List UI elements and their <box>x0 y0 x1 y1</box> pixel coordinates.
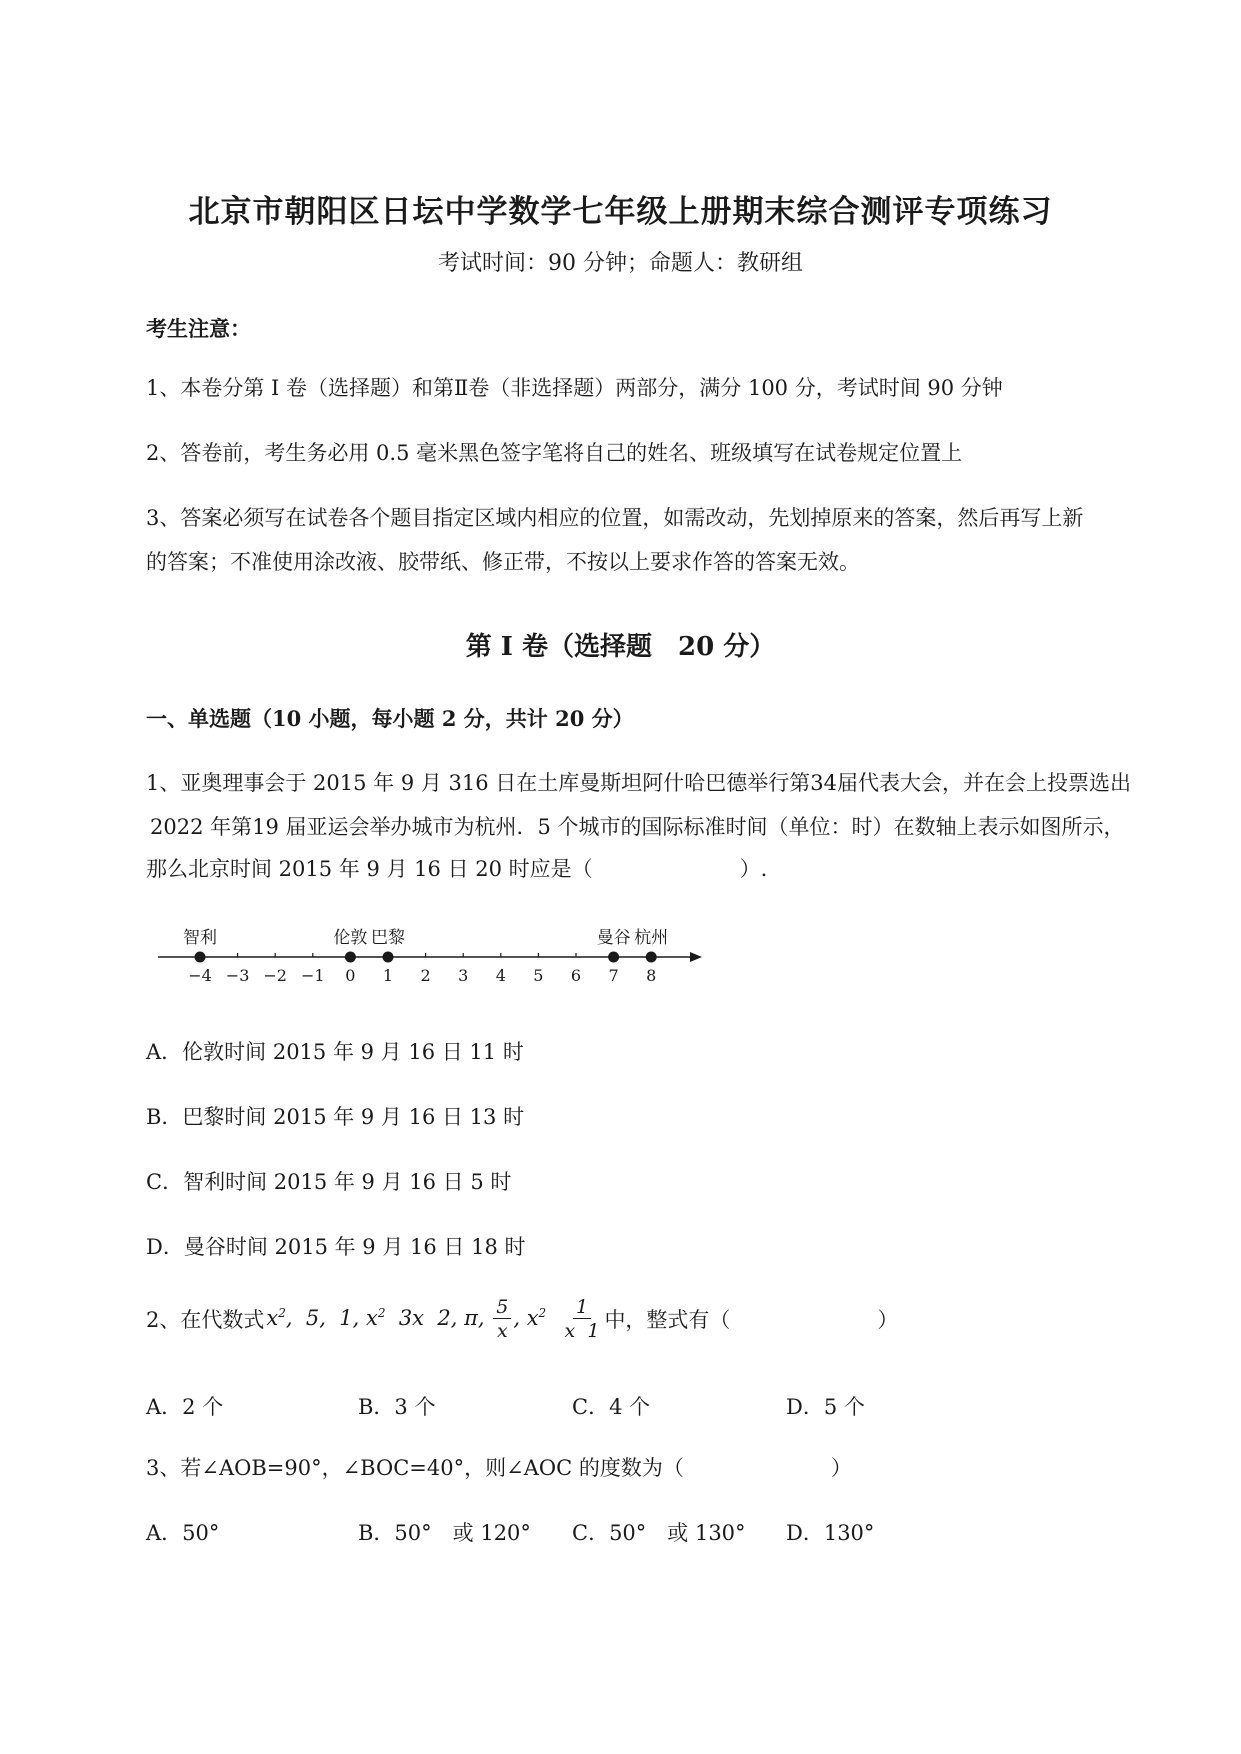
number-line-tick-label: −1 <box>301 966 325 985</box>
q1-option-b[interactable]: B．巴黎时间 2015 年 9 月 16 日 13 时 <box>146 1105 525 1129</box>
q1-line-2: 2022 年第19 届亚运会举办城市为杭州．5 个城市的国际标准时间（单位：时）在数轴上表示如图所示， <box>150 815 1125 839</box>
section-title: 第 I 卷（选择题 20 分） <box>465 632 776 662</box>
q3-stem: 3、若∠AOB=90°，∠BOC=40°，则∠AOC 的度数为（ ） <box>146 1456 852 1480</box>
q3-option-a[interactable]: A．50° <box>146 1521 220 1545</box>
q1-line-3: 那么北京时间 2015 年 9 月 16 日 20 时应是（ ）. <box>146 857 768 881</box>
q1-option-c[interactable]: C．智利时间 2015 年 9 月 16 日 5 时 <box>146 1170 512 1194</box>
q2-fraction-5-over-x: $\frac{5}{x}$ <box>493 1296 511 1343</box>
number-line-figure <box>150 915 710 995</box>
number-line-point <box>383 952 394 963</box>
number-line-tick-label: 8 <box>646 966 657 985</box>
number-line-tick-label: 4 <box>495 966 506 985</box>
q2-fraction-1-over-x-1: $\frac{1}{x 1}$ <box>564 1295 600 1342</box>
q2-stem <box>146 1290 898 1348</box>
number-line-tick-label: −3 <box>225 966 250 985</box>
q1-option-d[interactable]: D．曼谷时间 2015 年 9 月 16 日 18 时 <box>146 1235 526 1259</box>
number-line-tick-label: 6 <box>570 966 582 985</box>
notice-item-3: 3、答案必须写在试卷各个题目指定区域内相应的位置，如需改动，先划掉原来的答案，然后再写上新 <box>146 506 1084 530</box>
number-line-point <box>646 952 657 963</box>
q2-option-c[interactable]: C．4 个 <box>572 1395 651 1419</box>
number-line-tick-label: −2 <box>263 966 287 985</box>
number-line-city-label: 巴黎 <box>371 928 405 948</box>
notice-item-1: 1、本卷分第 I 卷（选择题）和第Ⅱ卷（非选择题）两部分，满分 100 分，考试时间 90 分钟 <box>146 376 1003 400</box>
number-line-tick-label: 2 <box>420 966 431 985</box>
exam-info: 考试时间：90 分钟；命题人：教研组 <box>438 251 803 276</box>
number-line-point <box>195 952 206 963</box>
q3-option-c[interactable]: C．50° 或 130° <box>572 1521 746 1545</box>
number-line-tick-label: 1 <box>382 966 394 985</box>
q3-option-b[interactable]: B．50° 或 120° <box>358 1521 531 1545</box>
number-line-city-label: 杭州 <box>634 928 669 948</box>
number-line-city-label: 曼谷 <box>596 928 631 948</box>
q2-prefix: 2、在代数式 <box>146 1308 265 1332</box>
number-line-tick-label: 7 <box>608 966 619 985</box>
question-group-title: 一、单选题（10 小题，每小题 2 分，共计 20 分） <box>146 706 634 731</box>
number-line-arrow <box>690 952 702 962</box>
q2-option-b[interactable]: B．3 个 <box>358 1395 436 1419</box>
q1-line-1: 1、亚奥理事会于 2015 年 9 月 316 日在土库曼斯坦阿什哈巴德举行第34届代表大会，并在会上投票选出 <box>146 771 1132 795</box>
q2-option-d[interactable]: D．5 个 <box>786 1395 865 1419</box>
number-line-tick-label: 3 <box>458 966 469 985</box>
q2-option-a[interactable]: A．2 个 <box>146 1395 224 1419</box>
notice-item-3-cont: 的答案；不准使用涂改液、胶带纸、修正带，不按以上要求作答的答案无效。 <box>146 550 860 574</box>
number-line-point <box>345 952 356 963</box>
number-line-city-label: 伦敦 <box>333 928 368 948</box>
document-title: 北京市朝阳区日坛中学数学七年级上册期末综合测评专项练习 <box>188 194 1053 230</box>
notice-item-2: 2、答卷前，考生务必用 0.5 毫米黑色签字笔将自己的姓名、班级填写在试卷规定位置上 <box>146 441 963 465</box>
number-line-tick-label: 5 <box>533 966 544 985</box>
q1-option-a[interactable]: A．伦敦时间 2015 年 9 月 16 日 11 时 <box>146 1040 524 1064</box>
number-line-point <box>608 952 619 963</box>
number-line-city-label: 智利 <box>183 928 217 948</box>
notice-heading: 考生注意： <box>146 316 251 341</box>
number-line-tick-label: 0 <box>345 966 356 985</box>
number-line-tick-label: −4 <box>188 966 212 985</box>
q2-expression: $x^2$, 5, 1, $x^2$ 3x 2, π, $\frac{5}{x}$ , $x^2$ $\frac{1}{x 1}$ <box>266 1296 604 1343</box>
q3-option-d[interactable]: D．130° <box>786 1521 875 1545</box>
q2-suffix: 中，整式有（ ） <box>604 1308 899 1332</box>
